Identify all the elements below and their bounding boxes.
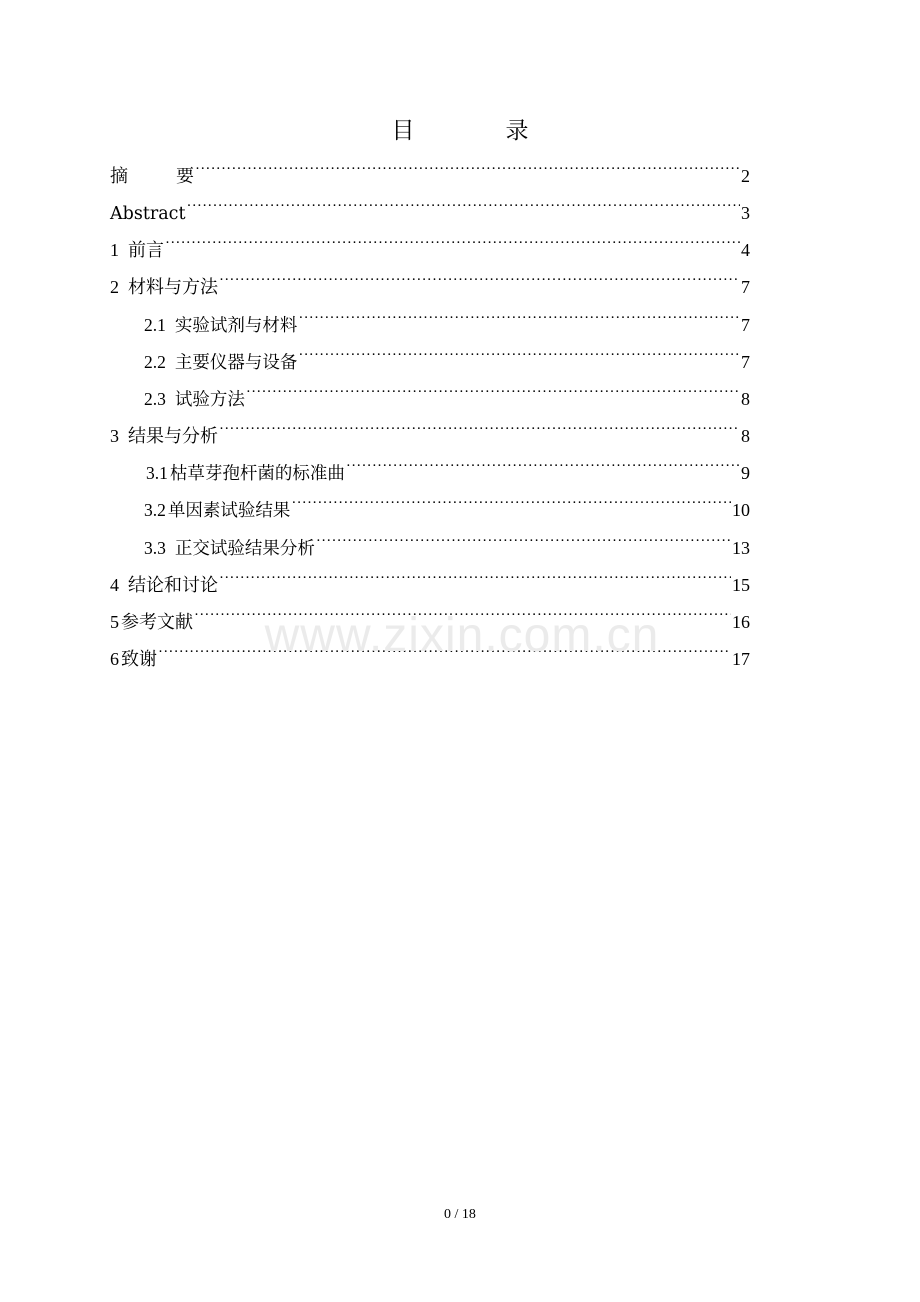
dot-leader	[316, 528, 731, 554]
toc-entry-3-3[interactable]	[144, 528, 750, 559]
toc-entry-page: 9	[741, 463, 750, 483]
toc-entry-number: 2.2	[144, 352, 166, 372]
dot-leader	[187, 193, 741, 219]
page-number-footer: 0 / 18	[444, 1207, 476, 1222]
dot-leader	[246, 379, 740, 405]
toc-entry-2-2[interactable]	[144, 342, 750, 373]
toc-entry-3-2[interactable]	[144, 490, 750, 521]
toc-entry-abstract-cn[interactable]	[110, 156, 750, 187]
toc-entry-label: 5 参考文献	[110, 612, 193, 633]
toc-entry-label: 6 致谢	[110, 649, 157, 670]
toc-entry-label: 3.1 枯草芽孢杆菌的标准曲	[146, 463, 345, 484]
toc-entry-page: 3	[741, 203, 750, 223]
toc-entry-page: 16	[732, 612, 750, 632]
toc-entry-label: 3.3 正交试验结果分析	[144, 538, 315, 559]
watermark: www.zixin.com.cn	[264, 609, 660, 662]
toc-entry-label: 4 结论和讨论	[110, 575, 218, 596]
toc-entry-number: 3.1	[146, 463, 168, 483]
toc-entry-label: 摘 要	[110, 166, 194, 187]
toc-entry-label: 3.2 单因素试验结果	[144, 500, 291, 521]
toc-entry-number: 3	[110, 426, 119, 446]
toc-entry-number: 4	[110, 575, 119, 595]
dot-leader	[219, 565, 731, 591]
toc-entry-number: 3.3	[144, 538, 166, 558]
toc-entry-number: 2.1	[144, 315, 166, 335]
toc-entry-label: Abstract	[110, 204, 186, 224]
toc-entry-number: 2	[110, 277, 119, 297]
toc-entry-page: 4	[741, 240, 750, 260]
dot-leader	[219, 416, 740, 442]
toc-entry-page: 15	[732, 575, 750, 595]
dot-leader	[291, 490, 731, 516]
dot-leader	[195, 156, 740, 182]
toc-entry-page: 13	[732, 538, 750, 558]
toc-entry-2[interactable]	[110, 267, 750, 298]
dot-leader	[346, 453, 740, 479]
toc-entry-4[interactable]	[110, 565, 750, 596]
toc-entry-number: 2.3	[144, 389, 166, 409]
toc-entry-page: 7	[741, 352, 750, 372]
toc-entry-page: 8	[741, 426, 750, 446]
toc-entry-label: 2.2 主要仪器与设备	[144, 352, 298, 373]
toc-entry-1[interactable]	[110, 230, 750, 261]
toc-entry-3-1[interactable]	[146, 453, 750, 484]
toc-entry-label: 1 前言	[110, 240, 164, 261]
toc-entry-3[interactable]	[110, 416, 750, 447]
dot-leader	[165, 230, 740, 256]
toc-entry-page: 7	[741, 315, 750, 335]
toc-entry-label: 2 材料与方法	[110, 277, 218, 298]
toc-entry-page: 17	[732, 649, 750, 669]
toc-entry-abstract-en[interactable]	[110, 193, 750, 224]
toc-entry-number: 1	[110, 240, 119, 260]
toc-entry-label: 2.1 实验试剂与材料	[144, 315, 298, 336]
dot-leader	[298, 342, 740, 368]
toc-entry-label: 2.3 试验方法	[144, 389, 245, 410]
toc-entry-2-1[interactable]	[144, 305, 750, 336]
toc-entry-page: 7	[741, 277, 750, 297]
toc-entry-page: 8	[741, 389, 750, 409]
toc-title: 目 录	[391, 118, 563, 144]
dot-leader	[298, 305, 740, 331]
toc-entry-number: 3.2	[144, 500, 166, 520]
toc-entry-page: 2	[741, 166, 750, 186]
dot-leader	[219, 267, 740, 293]
toc-entry-number: 5	[110, 612, 119, 632]
toc-entry-2-3[interactable]	[144, 379, 750, 410]
toc-entry-number: 6	[110, 649, 119, 669]
toc-entry-page: 10	[732, 500, 750, 520]
toc-entry-label: 3 结果与分析	[110, 426, 218, 447]
